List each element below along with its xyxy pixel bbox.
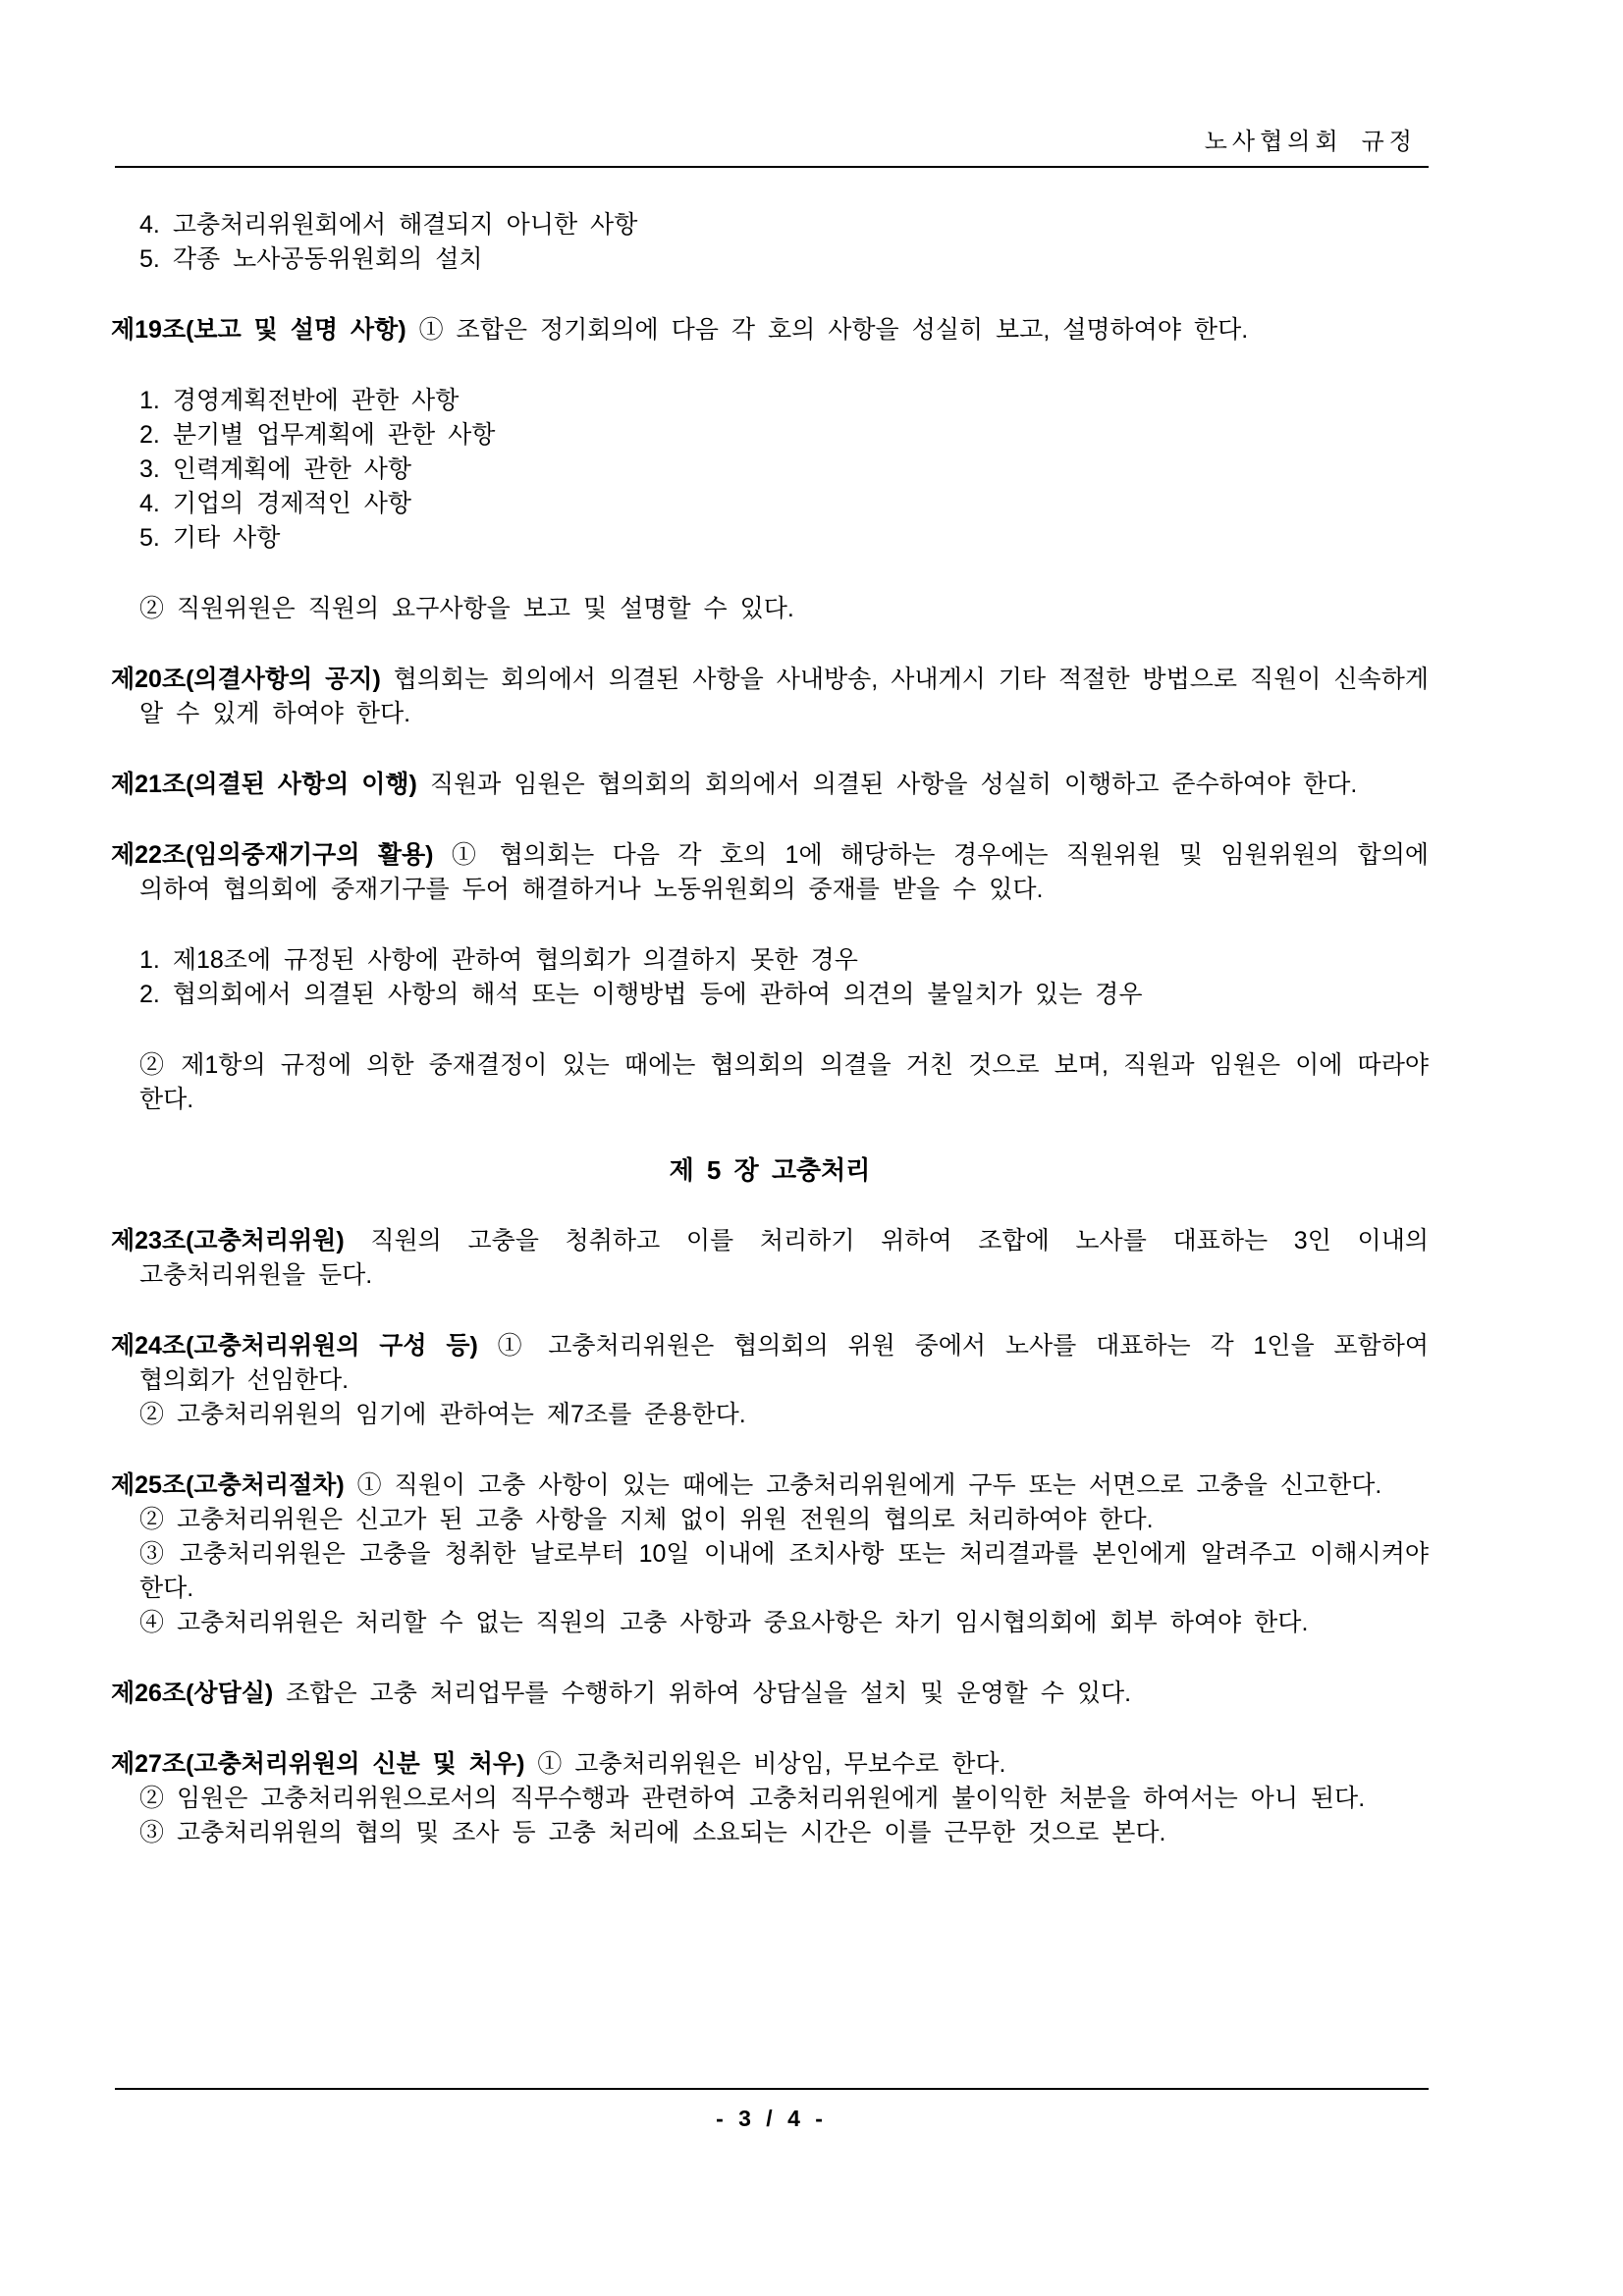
list-item-text: 분기별 업무계획에 관한 사항 bbox=[172, 421, 496, 449]
article-lead bbox=[111, 1329, 1429, 1398]
article-sub-paragraph: ② 임원은 고충처리위원으로서의 직무수행과 관련하여 고충처리위원에게 불이익한 처분을 하여서는 아니 된다. bbox=[139, 1785, 1366, 1812]
list-item-text: 제18조에 규정된 사항에 관하여 협의회가 의결하지 못한 경우 bbox=[172, 946, 858, 974]
article bbox=[111, 1329, 1429, 1432]
article-lead-text: ① 고충처리위원은 비상임, 무보수로 한다. bbox=[537, 1750, 1006, 1778]
list-item-text: 인력계획에 관한 사항 bbox=[172, 455, 412, 483]
article-lead-text: 조합은 고충 처리업무를 수행하기 위하여 상담실을 설치 및 운영할 수 있다. bbox=[286, 1680, 1132, 1707]
list-item-number: 3. bbox=[139, 455, 160, 483]
list-item bbox=[139, 208, 1429, 242]
list-item-text: 기타 사항 bbox=[172, 524, 281, 552]
list-item-number: 2. bbox=[139, 421, 160, 449]
ordered-list bbox=[111, 208, 1429, 277]
list-item-number: 2. bbox=[139, 981, 160, 1008]
list-item-number: 1. bbox=[139, 387, 160, 414]
article bbox=[111, 1468, 1429, 1640]
page-footer bbox=[111, 2088, 1429, 2132]
list-item bbox=[139, 943, 1429, 978]
footer-rule bbox=[115, 2088, 1429, 2090]
article-title: 제26조(상담실) bbox=[111, 1680, 274, 1707]
article-lead-text: 직원의 고충을 청취하고 이를 처리하기 위하여 조합에 노사를 대표하는 3인 이내의 고충처리위원을 둔다. bbox=[139, 1227, 1429, 1289]
article-lead bbox=[111, 838, 1429, 907]
header-rule bbox=[115, 166, 1429, 168]
article bbox=[111, 1747, 1429, 1850]
article-title: 제27조(고충처리위원의 신분 및 처우) bbox=[111, 1750, 525, 1778]
header-title: 노사협의회 규정 bbox=[1204, 130, 1417, 155]
article-lead bbox=[111, 768, 1429, 802]
article-title: 제20조(의결사항의 공지) bbox=[111, 666, 381, 693]
article-lead bbox=[111, 663, 1429, 731]
article-sub-paragraph: ③ 고충처리위원은 고충을 청취한 날로부터 10일 이내에 조치사항 또는 처리결과를 본인에게 알려주고 이해시켜야 한다. bbox=[139, 1540, 1429, 1602]
list-item bbox=[139, 978, 1429, 1012]
article bbox=[111, 1224, 1429, 1293]
article-lead-text: ① 직원이 고충 사항이 있는 때에는 고충처리위원에게 구두 또는 서면으로 고충을 신고한다. bbox=[356, 1471, 1382, 1499]
article-sub-paragraph: ② 고충처리위원은 신고가 된 고충 사항을 지체 없이 위원 전원의 협의로 처리하여야 한다. bbox=[139, 1506, 1154, 1533]
list-item bbox=[139, 242, 1429, 277]
article-title: 제25조(고충처리절차) bbox=[111, 1471, 345, 1499]
article-sub-paragraph: ③ 고충처리위원의 협의 및 조사 등 고충 처리에 소요되는 시간은 이를 근무한 것으로 본다. bbox=[139, 1819, 1166, 1846]
chapter-heading: 제 5 장 고충처리 bbox=[669, 1155, 871, 1185]
list-item-text: 협의회에서 의결된 사항의 해석 또는 이행방법 등에 관하여 의견의 불일치가 있는 경우 bbox=[172, 981, 1143, 1008]
ordered-list bbox=[111, 384, 1429, 556]
list-item-text: 각종 노사공동위원회의 설치 bbox=[172, 245, 483, 273]
article-lead-text: 협의회는 회의에서 의결된 사항을 사내방송, 사내게시 기타 적절한 방법으로 직원이 신속하게 알 수 있게 하여야 한다. bbox=[139, 666, 1430, 727]
article-title: 제21조(의결된 사항의 이행) bbox=[111, 771, 417, 798]
list-item bbox=[139, 487, 1429, 521]
page-header bbox=[111, 0, 1429, 168]
list-item-number: 4. bbox=[139, 490, 160, 517]
article-title: 제22조(임의중재기구의 활용) bbox=[111, 841, 434, 869]
article-lead-text: ① 고충처리위원은 협의회의 위원 중에서 노사를 대표하는 각 1인을 포함하여 협의회가 선임한다. bbox=[139, 1332, 1429, 1394]
article bbox=[111, 1677, 1429, 1711]
list-item-number: 1. bbox=[139, 946, 160, 974]
sub-paragraph: ② 제1항의 규정에 의한 중재결정이 있는 때에는 협의회의 의결을 거친 것으로 보며, 직원과 임원은 이에 따라야 한다. bbox=[139, 1051, 1429, 1113]
article-sub-paragraph: ④ 고충처리위원은 처리할 수 없는 직원의 고충 사항과 중요사항은 차기 임시협의회에 회부 하여야 한다. bbox=[139, 1609, 1309, 1636]
article-sub-paragraph: ② 고충처리위원의 임기에 관하여는 제7조를 준용한다. bbox=[139, 1401, 746, 1428]
list-item-text: 경영계획전반에 관한 사항 bbox=[172, 387, 460, 414]
article-lead-text: 직원과 임원은 협의회의 회의에서 의결된 사항을 성실히 이행하고 준수하여야 한다. bbox=[429, 771, 1358, 798]
article-title: 제23조(고충처리위원) bbox=[111, 1227, 345, 1255]
article-title: 제19조(보고 및 설명 사항) bbox=[111, 316, 406, 344]
list-item bbox=[139, 453, 1429, 487]
list-item-text: 고충처리위원회에서 해결되지 아니한 사항 bbox=[172, 211, 638, 239]
article-lead bbox=[111, 1224, 1429, 1293]
article bbox=[111, 663, 1429, 731]
list-item-text: 기업의 경제적인 사항 bbox=[172, 490, 412, 517]
article-lead-text: ① 협의회는 다음 각 호의 1에 해당하는 경우에는 직원위원 및 임원위원의 합의에 의하여 협의회에 중재기구를 두어 해결하거나 노동위원회의 중재를 받을 수 있다. bbox=[139, 841, 1430, 903]
article-lead bbox=[111, 1468, 1429, 1503]
article-title: 제24조(고충처리위원의 구성 등) bbox=[111, 1332, 478, 1360]
list-item-number: 5. bbox=[139, 245, 160, 273]
article bbox=[111, 838, 1429, 907]
list-item-number: 5. bbox=[139, 524, 160, 552]
article-lead-text: ① 조합은 정기회의에 다음 각 호의 사항을 성실히 보고, 설명하여야 한다. bbox=[418, 316, 1249, 344]
article-lead bbox=[111, 313, 1429, 347]
list-item bbox=[139, 521, 1429, 556]
list-item bbox=[139, 384, 1429, 418]
list-item-number: 4. bbox=[139, 211, 160, 239]
article bbox=[111, 313, 1429, 347]
article bbox=[111, 768, 1429, 802]
ordered-list bbox=[111, 943, 1429, 1012]
list-item bbox=[139, 418, 1429, 453]
article-lead bbox=[111, 1747, 1429, 1782]
sub-paragraph: ② 직원위원은 직원의 요구사항을 보고 및 설명할 수 있다. bbox=[139, 595, 794, 622]
page-number: - 3 / 4 - bbox=[716, 2106, 824, 2131]
document-body bbox=[111, 208, 1429, 1850]
article-lead bbox=[111, 1677, 1429, 1711]
